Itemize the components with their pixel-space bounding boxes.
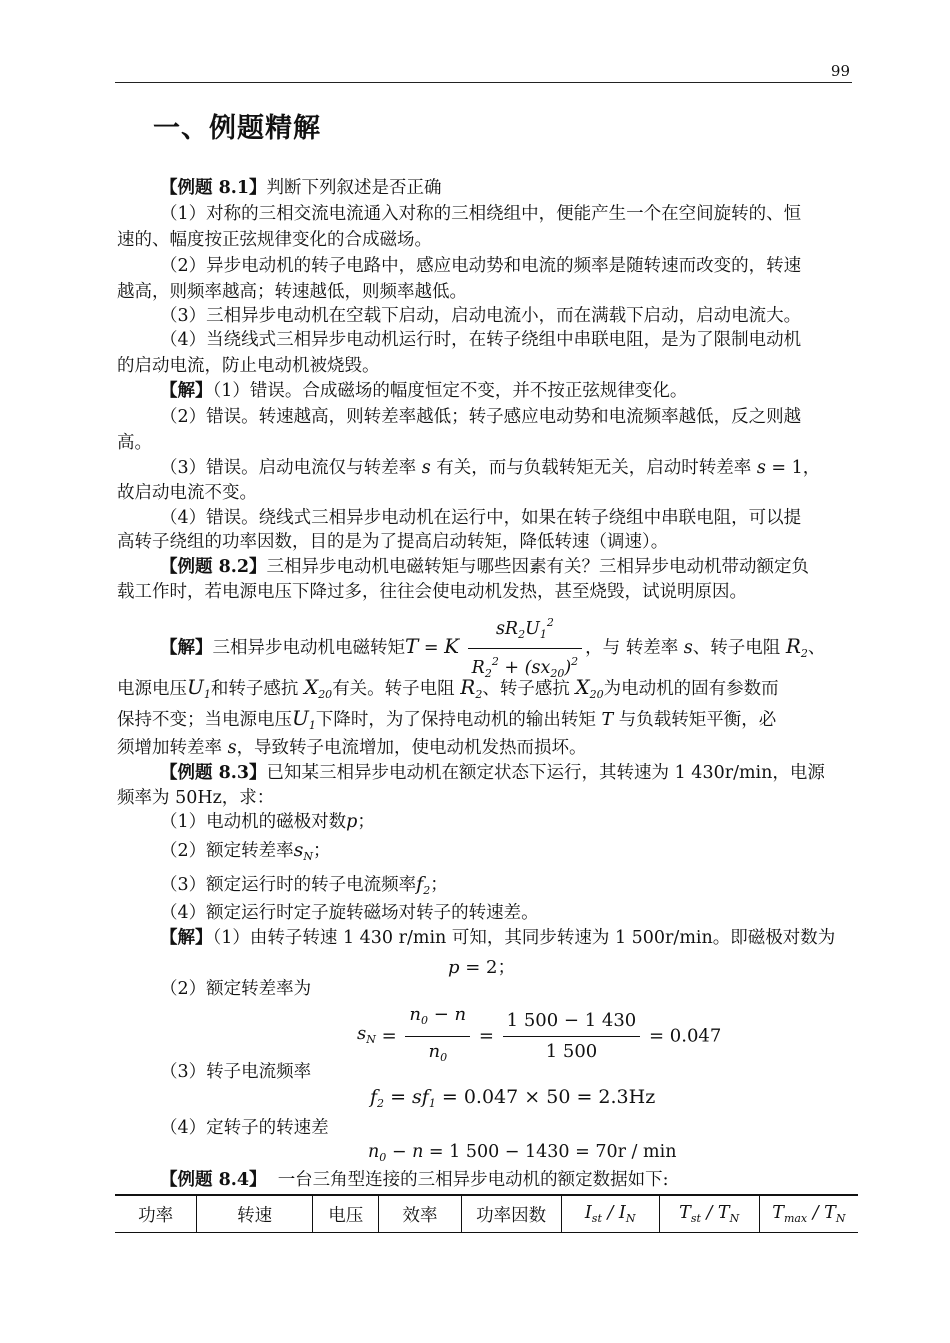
ex83-q3-end: ； xyxy=(430,875,448,895)
slip-den-numeric: 1 500 xyxy=(545,1041,598,1062)
header-rule xyxy=(115,82,852,83)
ex81-a3b: 故启动电流不变。 xyxy=(117,483,257,503)
ex83-s1-line xyxy=(160,926,835,950)
eq-slip: $s_N$ = $\frac{n_0 - n}{n_0}$ = $\frac{1 500 - 1 430}{1 500}$ = 0.047 xyxy=(357,1002,721,1071)
var-X20: $X_{20}$ xyxy=(303,675,333,701)
ex81-q4b: 的启动电流，防止电动机被烧毁。 xyxy=(117,356,380,376)
ex83-s1: （1）由转子转速 1 430 r/min 可知，其同步转速为 1 500r/min。即磁极对数为 xyxy=(212,928,836,948)
col-ist-in: $I_{st} / I_N$ xyxy=(561,1195,659,1233)
ex82-s3-b: 下降时，为了保持电动机的输出转矩 xyxy=(315,710,596,730)
var-X20: $X_{20}$ xyxy=(575,675,604,701)
col-power-factor: 功率因数 xyxy=(461,1195,561,1233)
ex83-q2-pre: （2）额定转差率 xyxy=(160,841,294,861)
torque-denominator: $R_2^2 + (sx_{20})^2$ xyxy=(471,655,579,680)
ex82-solution-formula-line: 【解】三相异步电动机电磁转矩T = K $\frac{sR_2U_1^2}{R_2^2 + (sx_{20})^2}$ ，与 转差率 s、转子电阻 $R_2$、 xyxy=(160,612,825,685)
var-sf1: $sf_1$ xyxy=(412,1086,436,1110)
col-voltage: 电压 xyxy=(313,1195,379,1233)
col-speed: 转速 xyxy=(197,1195,313,1233)
ex83-question xyxy=(160,761,825,785)
col-power: 功率 xyxy=(115,1195,197,1233)
ex83-tag: 【例题 8.3】 xyxy=(160,763,267,783)
var-p: p xyxy=(448,957,460,978)
col-efficiency: 效率 xyxy=(379,1195,461,1233)
ex81-q1a: （1）对称的三相交流电流通入对称的三相绕组中，便能产生一个在空间旋转的、恒 xyxy=(160,204,802,224)
var-s: s xyxy=(683,638,693,658)
ex81-a4b: 高转子绕组的功率因数，目的是为了提高启动转矩，降低转速（调速）。 xyxy=(117,532,669,552)
slip-fraction-symbolic xyxy=(405,1002,470,1071)
var-f2: $f_2$ xyxy=(416,873,431,897)
ex82-q-a: 三相异步电动机电磁转矩与哪些因素有关？三相异步电动机带动额定负 xyxy=(266,557,810,577)
var-sN: $s_N$ xyxy=(357,1022,376,1046)
var-f2: $f_2$ xyxy=(370,1086,385,1110)
ex83-q1-end: ； xyxy=(357,812,375,832)
ex81-q2b: 越高，则频率越高；转速越低，则频率越低。 xyxy=(117,282,467,302)
torque-T: T xyxy=(405,634,419,658)
ex82-s4 xyxy=(117,736,587,760)
ex83-s3: （3）转子电流频率 xyxy=(160,1062,312,1082)
var-s: s xyxy=(756,458,766,478)
ex81-a4a: （4）错误。绕线式三相异步电动机在运行中，如果在转子绕组中串联电阻，可以提 xyxy=(160,508,802,528)
var-n0-minus-n: $n_0 - n$ xyxy=(368,1142,424,1164)
page-number: 99 xyxy=(830,62,850,80)
var-U1: $U_1$ xyxy=(292,706,316,732)
ex81-q4a: （4）当绕线式三相异步电动机运行时，在转子绕组中串联电阻，是为了限制电动机 xyxy=(160,330,802,350)
ex82-q-b: 载工作时，若电源电压下降过多，往往会使电动机发热，甚至烧毁，试说明原因。 xyxy=(117,582,747,602)
table-header-row xyxy=(115,1195,858,1233)
col-tst-tn: $T_{st} / T_N$ xyxy=(659,1195,759,1233)
slip-result: = 0.047 xyxy=(648,1025,722,1047)
ex81-a3a-mid: 有关，而与负载转矩无关，启动时转差率 xyxy=(436,458,752,478)
eq-p-value: = 2； xyxy=(459,957,516,978)
ex81-a1-line xyxy=(160,379,687,403)
ex82-s3-c: 与负载转矩平衡，必 xyxy=(618,710,777,730)
constant-K: K xyxy=(444,634,460,658)
ex82-s2-e: 为电动机的固有参数而 xyxy=(603,679,779,699)
ex81-q2a: （2）异步电动机的转子电路中，感应电动势和电流的频率是随转速而改变的，转速 xyxy=(160,256,802,276)
var-s: s xyxy=(421,458,431,478)
eq-p xyxy=(448,953,516,979)
ex82-s4-a: 须增加转差率 xyxy=(117,738,222,758)
slip-num-symbolic: $n_0 - n$ xyxy=(405,1002,470,1037)
ex82-question xyxy=(160,555,809,579)
ex81-q3: （3）三相异步电动机在空载下启动，启动电流小，而在满载下启动，启动电流大。 xyxy=(160,306,802,326)
ex81-a1: （1）错误。合成磁场的幅度恒定不变，并不按正弦规律变化。 xyxy=(212,381,688,401)
ex83-q2 xyxy=(160,838,331,869)
ex83-q3 xyxy=(160,872,448,903)
ex84-prompt: 一台三角型连接的三相异步电动机的额定数据如下: xyxy=(277,1170,669,1190)
slip-fraction-numeric xyxy=(503,1008,641,1065)
ex82-s2-a: 电源电压 xyxy=(117,679,187,699)
ex83-q3-pre: （3）额定运行时的转子电流频率 xyxy=(160,875,417,895)
ex83-q2-end: ； xyxy=(313,841,331,861)
ex81-a2a: （2）错误。转速越高，则转差率越低；转子感应电动势和电流频率越低，反之则越 xyxy=(160,407,802,427)
ex83-q1 xyxy=(160,810,375,834)
col-tmax-tn: $T_{max} / T_N$ xyxy=(759,1195,858,1233)
ex83-s4: （4）定转子的转速差 xyxy=(160,1118,329,1138)
ex81-q1b: 速的、幅度按正弦规律变化的合成磁场。 xyxy=(117,230,432,250)
ex84-tag: 【例题 8.4】 xyxy=(160,1170,267,1190)
ex82-s3 xyxy=(117,704,776,740)
ex83-q4: （4）额定运行时定子旋转磁场对转子的转速差。 xyxy=(160,903,539,923)
ex81-a3a-end: = 1， xyxy=(765,458,821,478)
ex82-tag: 【例题 8.2】 xyxy=(160,557,267,577)
ex83-q-b: 频率为 50Hz，求： xyxy=(117,788,275,808)
ex81-question xyxy=(160,176,442,200)
ex82-s2-c: 有关。转子电阻 xyxy=(332,679,455,699)
ex83-q1-pre: （1）电动机的磁极对数 xyxy=(160,812,347,832)
ex81-a3a-pre: （3）错误。启动电流仅与转差率 xyxy=(160,458,417,478)
rated-data-table xyxy=(115,1194,858,1233)
ex82-s1-mid: 、转子电阻 xyxy=(692,638,781,658)
ex82-s2-d: 、转子感抗 xyxy=(482,679,570,699)
ex83-q-a: 已知某三相异步电动机在额定状态下运行，其转速为 1 430r/min，电源 xyxy=(266,763,825,783)
ex82-s1-end: 、 xyxy=(807,638,826,658)
slip-den-symbolic: $n_0$ xyxy=(428,1041,448,1064)
ex82-s1-pre: 三相异步电动机电磁转矩 xyxy=(212,638,405,658)
torque-numerator: $sR_2U_1^2$ xyxy=(468,612,582,649)
ex81-a3a xyxy=(160,456,820,480)
ex81-sol-tag: 【解】 xyxy=(160,381,213,401)
var-T: T xyxy=(601,710,614,730)
var-U1: $U_1$ xyxy=(187,675,211,701)
var-s: s xyxy=(227,738,237,758)
ex82-s4-b: ，导致转子电流增加，使电动机发热而损坏。 xyxy=(236,738,587,758)
slip-num-numeric: 1 500 − 1 430 xyxy=(503,1008,641,1037)
eq-speed-difference-tail: = 1 500 − 1430 = 70r / min xyxy=(423,1142,677,1162)
ex82-s1-post: ，与 转差率 xyxy=(585,638,679,658)
ex82-s3-a: 保持不变；当电源电压 xyxy=(117,710,292,730)
ex81-a2b: 高。 xyxy=(117,433,152,453)
var-R2: $R_2$ xyxy=(460,675,483,701)
eq-rotor-frequency-tail: = 0.047 × 50 = 2.3Hz xyxy=(435,1086,656,1108)
ex81-prompt: 判断下列叙述是否正确 xyxy=(266,178,442,198)
ex82-sol-tag: 【解】 xyxy=(160,638,213,658)
var-p: p xyxy=(346,812,358,832)
var-R2: $R_2$ xyxy=(785,634,808,660)
ex82-s2-b: 和转子感抗 xyxy=(210,679,299,699)
ex81-tag: 【例题 8.1】 xyxy=(160,178,267,198)
eq-speed-difference xyxy=(368,1142,676,1164)
var-sN: $s_N$ xyxy=(293,839,314,863)
eq-rotor-frequency: $f_2 = sf_1 = 0.047 \times 50 = 2.3Hz$ xyxy=(370,1086,656,1110)
ex83-sol-tag: 【解】 xyxy=(160,928,213,948)
ex84-question xyxy=(160,1168,669,1192)
section-title: 一、例题精解 xyxy=(153,113,321,144)
ex83-s2: （2）额定转差率为 xyxy=(160,979,312,999)
